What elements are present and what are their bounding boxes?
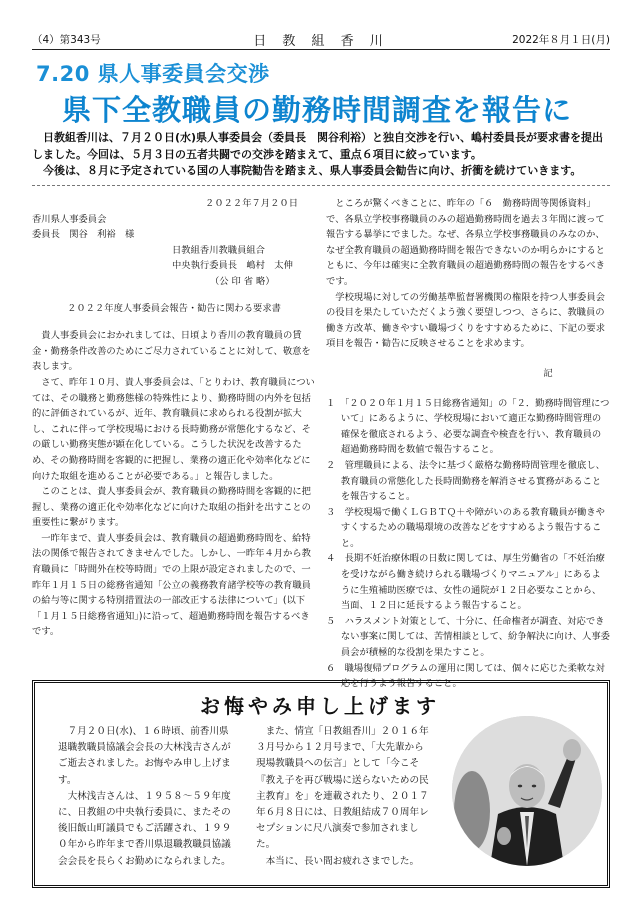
obituary-paragraph: また、情宣「日教組香川」２０１６年３月号から１２月号まで、「大先輩から現場教職員への伝言」として「今こそ『教え子を再び戦場に送らないための民主教育』を」を連載されたり、２０１７年６月８日には、日教組結成７０周年レセプションに尺八演奏で参加されました。 — [256, 726, 429, 851]
lead-paragraph: 日教組香川は、７月２０日(水)県人事委員会（委員長 関谷利裕）と独自交渉を行い、嶋村委員長が要求書を提出しました。今回は、５月３日の五者共闘での交渉を踏まえて、重点６項目に絞っています。 — [32, 131, 604, 161]
request-item: ４ 長期不妊治療休暇の日数に関しては、厚生労働省の「不妊治療を受けながら働き続けられる職場づくりマニュアル」にあるように生殖補助医療では、女性の通院が１２日必要なことから、当面、１２日に延長するよう報告すること。 — [326, 553, 605, 612]
issue-number: （4）第343号 — [32, 34, 101, 46]
letter-paragraph: 貴人事委員会におかれましては、日頃より香川の教育職員の賃金・勤務条件改善のためにご尽力されていることに対して、敬意を表します。 — [32, 330, 311, 373]
article-headline: 県下全教職員の勤務時間調査を報告に — [62, 93, 573, 127]
lead-paragraph: 今後は、８月に予定されている国の人事院勧告を踏まえ、県人事委員会勧告に向け、折衝を続けていきます。 — [43, 164, 582, 177]
letter-paragraph: さて、昨年１０月、貴人事委員会は、「とりわけ、教育職員については、その職務と勤務態様の特殊性により、勤務時間の内外を包括的に評価されているが、近年、教育職員に求められる役割が拡大し、これに伴って学校現場における長時勤務が常態化するなど、その厳しい勤務実態が顕在化している。こうした状況を改善するため、その勤務時間を客観的に把握し、業務の適正化や効率化などに向けた取組を進めることが必要である。」と報告しました。 — [32, 376, 315, 482]
letter-paragraph: ところが驚くべきことに、昨年の「６ 勤務時間等関係資料」で、各県立学校事務職員のみの超過勤務時間を過去３年間に渡って報告する暴挙にでました。なぜ、各県立学校事務職員のみなのか、なぜ全教育職員の超過勤務時間を報告できないのか明らかにするとともに、今年は確実に全教育職員の超過勤務時間の報告をするべきです。 — [326, 198, 605, 287]
letter-recipient-name: 委員長 関谷 利裕 様 — [32, 229, 135, 241]
obituary-column-1 — [58, 724, 238, 870]
letter-paragraph: 一昨年まで、貴人事委員会は、教育職員の超過勤務時間を、給特法の関係で報告されてきませんでした。しかし、一昨年４月から教育職員に「時間外在校等時間」での上限が設定されましたので、一昨年１月１５日の総務省通知「公立の義務教育諸学校等の教育職員の給与等に関する特別措置法の一部改正する法律について」(以下「１月１５日総務省通知」)に沿って、超過勤務時間を報告するべきです。 — [32, 532, 311, 638]
header-divider — [32, 49, 610, 50]
letter-ki-heading: 記 — [543, 367, 553, 379]
obituary-paragraph: 本当に、長い間お疲れさまでした。 — [265, 855, 420, 867]
letter-sender-name: 中央執行委員長 嶋村 太伸 — [172, 260, 293, 272]
letter-paragraph: このことは、貴人事委員会が、教育職員の勤務時間を客観的に把握し、業務の適正化や効率化などに向けた取組の指針を出すことの重要性に繋がります。 — [32, 486, 311, 529]
lead-divider — [32, 185, 610, 186]
letter-seal-note: （公 印 省 略） — [210, 275, 275, 287]
obituary-paragraph: 大林浅吉さんは、１９５８～５９年度に、日教組の中央執行委員に、またその後旧飯山町議員でもご活躍され、１９９０年から昨年まで香川県退職教職員協議会会長を長らくお勤めになられました。 — [58, 790, 232, 867]
request-item: ６ 職場復帰プログラムの運用に関しては、個々に応じた柔軟な対応を行うよう報告すること。 — [326, 662, 605, 690]
obituary-column-2 — [256, 724, 432, 870]
request-item: ３ 学校現場で働くＬＧＢＴＱ＋や障がいのある教育職員が働きやすくするための職場環境の改善などをすすめるよう報告すること。 — [326, 506, 605, 549]
letter-paragraph: 学校現場に対しての労働基準監督署機関の権限を持つ人事委員会の役目を果たしていただくよう強く要望しつつ、さらに、教職員の働き方改革、働きやすい職場づくりをすすめるために、下記の要求項目を報告・勧告に反映させることを求めます。 — [326, 291, 605, 350]
man-raising-hand-image — [452, 716, 602, 866]
article-subtitle: 7.20 県人事委員会交渉 — [36, 62, 270, 86]
letter-recipient: 香川県人事委員会 — [32, 213, 107, 225]
request-item: ２ 管理職員による、法令に基づく厳格な勤務時間管理を徹底し、教育職員の常態化した長時間勤務を解消させる實務があることを報告すること。 — [326, 459, 605, 503]
letter-left-column — [32, 196, 316, 640]
issue-date: 2022年８月１日(月) — [512, 34, 610, 46]
letter-sender-org: 日教組香川教職員組合 — [172, 244, 265, 256]
letter-date: ２０２２年７月２０日 — [205, 198, 298, 209]
request-item: ５ ハラスメント対策として、十分に、任命権者が調査、対応できない事案に関しては、苦情相談として、紛争解決に向け、人事委員会が積極的な役割を果たすこと。 — [326, 615, 610, 659]
letter-title: ２０２２年度人事委員会報告・勧告に関わる要求書 — [67, 302, 281, 314]
letter-right-column — [326, 196, 610, 692]
newspaper-name: 日 教 組 香 川 — [253, 34, 389, 49]
article-lead — [32, 130, 612, 180]
obituary-title: お悔やみ申し上げます — [200, 694, 440, 718]
page-header — [32, 30, 610, 48]
obituary-paragraph: ７月２０日(水)、１６時頃、前香川県退職教職員協議会会長の大林浅吉さんがご逝去されました。お悔やみ申し上げます。 — [58, 726, 231, 786]
request-item: １ 「２０２０年１月１５日総務省通知」の「２．勤務時間管理について」にあるように、学校現場において適正な勤務時間管理の確保を徹底されるよう、必要な調査や検査を行い、教育職員の超過勤務時間を数値で報告すること。 — [326, 397, 610, 456]
obituary-photo — [452, 716, 602, 866]
